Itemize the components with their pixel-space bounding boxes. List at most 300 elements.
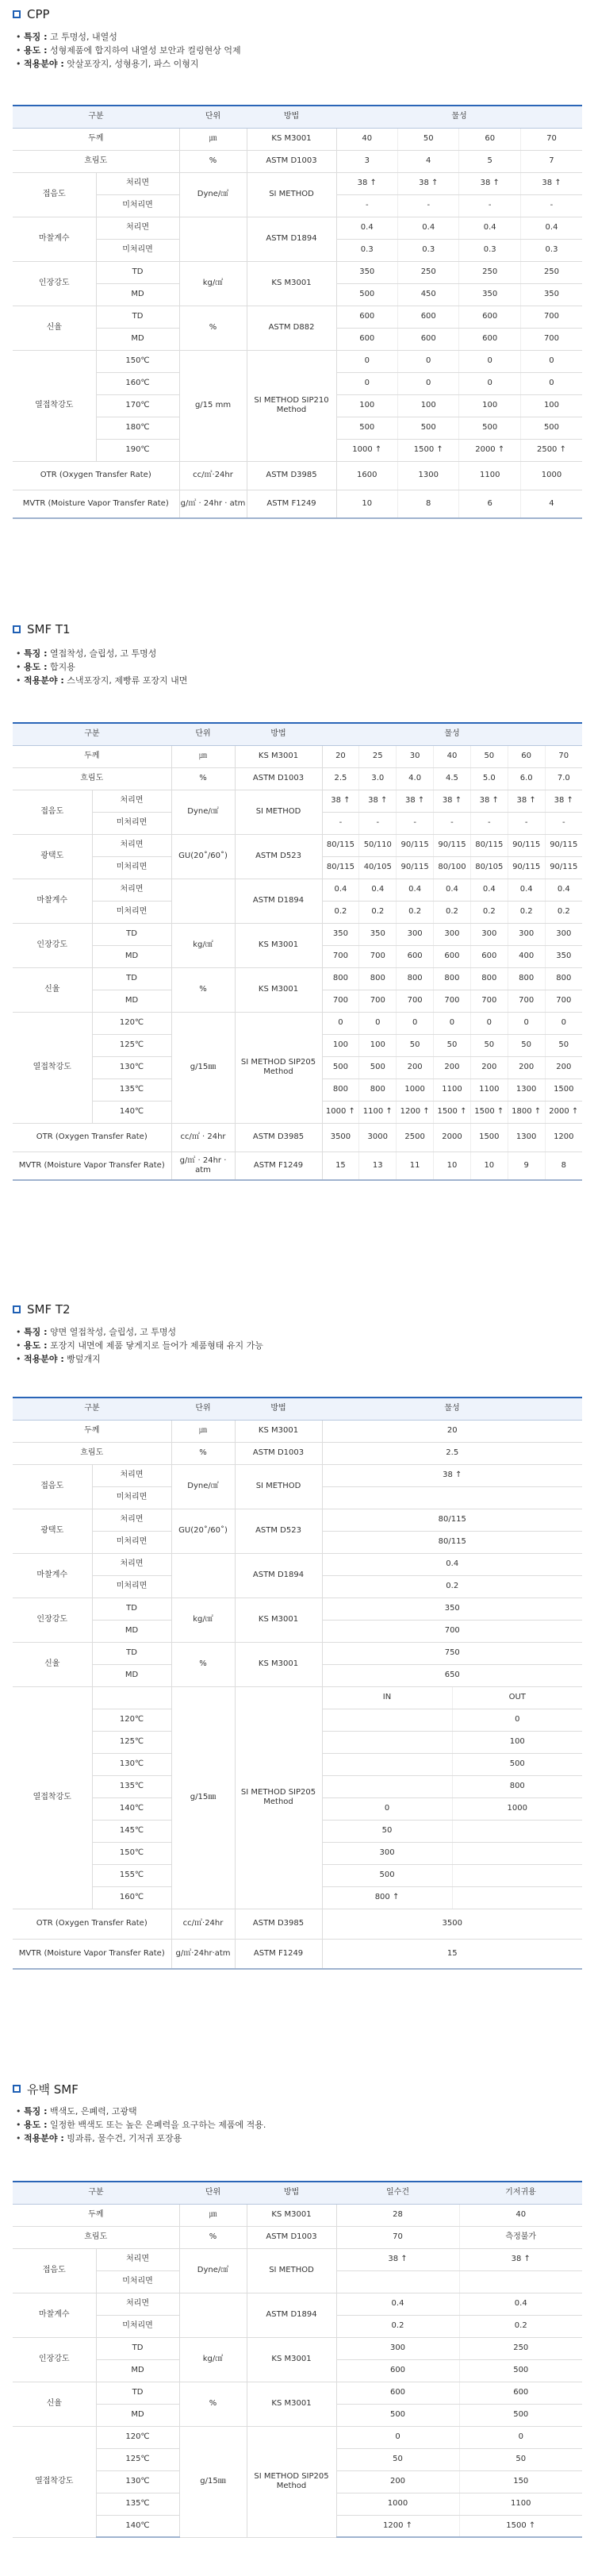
row-sublabel: 120℃ (96, 2426, 179, 2448)
row-sublabel: 135℃ (96, 2493, 179, 2515)
feature-item: • 특징 : 백색도, 은폐력, 고광택 (16, 2106, 137, 2117)
table-row (13, 261, 582, 283)
value-cell: 5.0 (470, 767, 508, 790)
value-cell: 0.4 (398, 217, 459, 239)
header-unit: 단위 (171, 1398, 235, 1420)
value-cell: 200 (397, 1056, 434, 1078)
row-label: 흐림도 (13, 1442, 171, 1464)
row-sublabel: MD (92, 1664, 171, 1686)
value-cell: 500 (452, 1753, 582, 1775)
value-cell: 600 (398, 328, 459, 350)
row-method: ASTM D1003 (235, 767, 322, 790)
row-method: KS M3001 (235, 1420, 322, 1442)
value-cell: 70 (545, 745, 582, 767)
row-method: ASTM D882 (247, 306, 336, 350)
value-cell: 30 (397, 745, 434, 767)
row-sublabel: 처리면 (92, 1553, 171, 1575)
row-method: ASTM D1003 (247, 2226, 336, 2248)
row-unit: g/15㎜ (171, 1012, 235, 1123)
value-cell: - (545, 812, 582, 834)
row-sublabel: TD (96, 2337, 179, 2359)
row-sublabel: MD (92, 1620, 171, 1642)
value-cell: 1000 ↑ (322, 1101, 359, 1123)
value-cell: 3500 (322, 1909, 582, 1939)
row-sublabel: 120℃ (92, 1012, 171, 1034)
value-cell: 600 (470, 945, 508, 967)
table-row (13, 1123, 582, 1152)
value-cell: 4.5 (434, 767, 471, 790)
value-cell: 0 (322, 1797, 452, 1820)
row-sublabel: 처리면 (96, 2248, 179, 2270)
value-cell: 500 (520, 417, 582, 439)
row-sublabel: 미처리면 (96, 194, 179, 217)
section-title: 유백 SMF (13, 2081, 594, 2097)
row-unit: ㎛ (171, 745, 235, 767)
value-cell: 700 (359, 945, 397, 967)
value-cell: 800 (545, 967, 582, 990)
row-unit: cc/㎡·24hr (179, 461, 247, 490)
row-label: 두께 (13, 745, 171, 767)
value-cell: 50 (398, 128, 459, 150)
value-cell: 20 (322, 745, 359, 767)
table-row (13, 172, 582, 194)
value-cell: 1000 (336, 2493, 459, 2515)
value-cell: - (397, 812, 434, 834)
row-sublabel: 처리면 (92, 1509, 171, 1531)
value-cell: 7 (520, 150, 582, 172)
value-cell: 500 (336, 283, 397, 306)
value-cell: - (470, 812, 508, 834)
row-sublabel: MD (96, 283, 179, 306)
value-cell: 1500 ↑ (434, 1101, 471, 1123)
value-cell: 60 (508, 745, 545, 767)
value-cell: 50/110 (359, 834, 397, 856)
value-cell: 50 (322, 1820, 452, 1842)
value-cell: 500 (336, 417, 397, 439)
table-row (13, 461, 582, 490)
value-cell: 0.3 (336, 239, 397, 261)
row-sublabel: 미처리면 (92, 901, 171, 923)
value-cell: 0 (459, 372, 520, 394)
row-sublabel: 처리면 (92, 834, 171, 856)
value-cell: 300 (470, 923, 508, 945)
row-sublabel: 처리면 (92, 1464, 171, 1486)
table-row (13, 1420, 582, 1442)
value-cell: 2000 (434, 1123, 471, 1152)
value-cell (322, 1709, 452, 1731)
section-milky-smf (0, 2081, 594, 2145)
value-cell: 700 (508, 990, 545, 1012)
value-cell: 600 (336, 306, 397, 328)
row-unit: Dyne/㎠ (171, 790, 235, 834)
table-row (13, 2382, 582, 2404)
value-cell: 90/115 (397, 834, 434, 856)
row-sublabel: TD (92, 923, 171, 945)
row-method: ASTM D523 (235, 834, 322, 879)
table-row (13, 2204, 582, 2226)
value-cell: 0.2 (459, 2315, 582, 2337)
header-category: 구분 (13, 723, 171, 745)
table-row (13, 1012, 582, 1034)
value-cell: 0.4 (545, 879, 582, 901)
value-cell: 1500 (545, 1078, 582, 1101)
value-cell: - (336, 194, 397, 217)
row-method: SI METHOD (235, 1464, 322, 1509)
value-cell: 300 (322, 1842, 452, 1864)
row-label: 두께 (13, 128, 179, 150)
feature-item: • 용도 : 성형제품에 합지하여 내열성 보안과 컬링현상 억제 (16, 45, 241, 56)
value-cell: 200 (470, 1056, 508, 1078)
value-cell: 600 (459, 328, 520, 350)
row-method: ASTM D3985 (235, 1909, 322, 1939)
value-cell: 0 (470, 1012, 508, 1034)
row-unit (171, 879, 235, 923)
feature-item: • 적용분야 : 스낵포장지, 제빵류 포장지 내면 (16, 675, 188, 686)
table-row (13, 745, 582, 767)
row-label: 마찰계수 (13, 217, 96, 261)
value-cell: 700 (520, 328, 582, 350)
table-row (13, 1152, 582, 1180)
feature-item: • 적용분야 : 빵덮개지 (16, 1354, 101, 1364)
row-label: 인장강도 (13, 261, 96, 306)
value-cell: - (520, 194, 582, 217)
value-cell: 0 (459, 2426, 582, 2448)
value-cell: 800 (434, 967, 471, 990)
table-row (13, 2226, 582, 2248)
square-bullet-icon (13, 1305, 21, 1313)
row-label: 마찰계수 (13, 879, 92, 923)
value-cell: 1600 (336, 461, 397, 490)
value-cell: 100 (336, 394, 397, 417)
value-cell: 80/115 (322, 834, 359, 856)
value-cell: 500 (459, 2359, 582, 2382)
row-sublabel: 145℃ (92, 1820, 171, 1842)
value-cell: 800 (322, 1078, 359, 1101)
row-sublabel: MD (96, 2359, 179, 2382)
row-method: ASTM D1003 (235, 1442, 322, 1464)
value-cell: - (508, 812, 545, 834)
value-cell: 0 (520, 372, 582, 394)
row-sublabel: MD (92, 945, 171, 967)
row-method: KS M3001 (235, 1642, 322, 1686)
value-cell: 700 (545, 990, 582, 1012)
value-cell: 80/115 (322, 1531, 582, 1553)
row-sublabel: 처리면 (96, 217, 179, 239)
row-sublabel: 처리면 (96, 2293, 179, 2315)
table-row (13, 834, 582, 856)
value-cell (452, 1886, 582, 1909)
header-method: 방법 (247, 2182, 336, 2204)
value-cell: 500 (459, 417, 520, 439)
row-unit: ㎛ (179, 128, 247, 150)
row-label: 열접착강도 (13, 2426, 96, 2537)
value-cell: 6.0 (508, 767, 545, 790)
row-label: 흐림도 (13, 2226, 179, 2248)
value-cell: 600 (459, 306, 520, 328)
value-cell: 80/105 (470, 856, 508, 879)
value-cell: 800 (508, 967, 545, 990)
value-cell: 80/115 (470, 834, 508, 856)
row-unit: % (171, 967, 235, 1012)
row-unit: g/㎡ · 24hr · atm (171, 1152, 235, 1180)
value-cell: 50 (508, 1034, 545, 1056)
value-cell: 38 ↑ (459, 2248, 582, 2270)
value-cell: 0.2 (545, 901, 582, 923)
value-cell: 1500 (470, 1123, 508, 1152)
table-row (13, 2248, 582, 2270)
value-cell: 0.2 (508, 901, 545, 923)
value-cell: 0 (397, 1012, 434, 1034)
value-cell (322, 1486, 582, 1509)
value-cell: 90/115 (397, 856, 434, 879)
header-unit: 단위 (179, 106, 247, 128)
value-cell: 38 ↑ (470, 790, 508, 812)
section-title: CPP (13, 6, 594, 22)
row-label: 신율 (13, 306, 96, 350)
row-sublabel: 미처리면 (92, 1486, 171, 1509)
row-label: 흐림도 (13, 767, 171, 790)
row-label: 열접착강도 (13, 1012, 92, 1123)
row-unit: kg/㎠ (171, 1598, 235, 1642)
row-unit: g/15㎜ (171, 1686, 235, 1909)
row-label: 마찰계수 (13, 2293, 96, 2337)
row-sublabel: 140℃ (92, 1797, 171, 1820)
value-cell: 10 (336, 490, 397, 518)
value-cell: 0.2 (322, 901, 359, 923)
row-unit: % (171, 767, 235, 790)
value-cell: 15 (322, 1939, 582, 1969)
value-cell: 500 (322, 1056, 359, 1078)
header-category: 구분 (13, 1398, 171, 1420)
section-title: SMF T1 (13, 621, 594, 637)
row-unit: Dyne/㎠ (171, 1464, 235, 1509)
row-label: 열접착강도 (13, 350, 96, 461)
row-label: 흐림도 (13, 150, 179, 172)
row-sublabel: MD (96, 2404, 179, 2426)
row-label: 접음도 (13, 1464, 92, 1509)
row-label: 접음도 (13, 172, 96, 217)
value-cell: 500 (459, 2404, 582, 2426)
table-row (13, 306, 582, 328)
value-cell (322, 1775, 452, 1797)
value-cell: 1500 ↑ (398, 439, 459, 461)
value-cell: 38 ↑ (520, 172, 582, 194)
row-unit: kg/㎠ (171, 923, 235, 967)
row-label: 두께 (13, 1420, 171, 1442)
row-unit (171, 1553, 235, 1598)
value-cell: 38 ↑ (322, 790, 359, 812)
value-cell: 600 (336, 2359, 459, 2382)
row-method: ASTM D1894 (247, 2293, 336, 2337)
value-cell: 50 (470, 1034, 508, 1056)
table-row (13, 2293, 582, 2315)
value-cell: 0 (520, 350, 582, 372)
value-cell: 300 (508, 923, 545, 945)
value-cell: 600 (434, 945, 471, 967)
row-unit: ㎛ (179, 2204, 247, 2226)
value-cell: 200 (434, 1056, 471, 1078)
row-sublabel: 130℃ (96, 2470, 179, 2493)
header-wet-tissue: 일수건 (336, 2182, 459, 2204)
value-cell: 0 (336, 2426, 459, 2448)
row-sublabel: 미처리면 (92, 1531, 171, 1553)
value-cell: 0.4 (336, 2293, 459, 2315)
table-row (13, 879, 582, 901)
value-cell: 100 (322, 1034, 359, 1056)
value-cell: 38 ↑ (459, 172, 520, 194)
value-cell: 0 (398, 350, 459, 372)
value-cell: 700 (520, 306, 582, 328)
value-cell: 13 (359, 1152, 397, 1180)
row-method: ASTM D1894 (235, 1553, 322, 1598)
value-cell: 750 (322, 1642, 582, 1664)
table-row (13, 967, 582, 990)
row-sublabel: 처리면 (96, 172, 179, 194)
value-cell: 20 (322, 1420, 582, 1442)
row-sublabel: 125℃ (96, 2448, 179, 2470)
value-cell: 5 (459, 150, 520, 172)
row-unit: % (179, 306, 247, 350)
value-cell: 300 (545, 923, 582, 945)
value-cell: 2.5 (322, 1442, 582, 1464)
section-cpp (0, 6, 594, 71)
value-cell: 800 (470, 967, 508, 990)
value-cell: 11 (397, 1152, 434, 1180)
table-row (13, 150, 582, 172)
header-property: 물성 (322, 723, 582, 745)
row-label: MVTR (Moisture Vapor Transfer Rate) (13, 1152, 171, 1180)
row-method: KS M3001 (235, 967, 322, 1012)
row-sublabel: 미처리면 (96, 2315, 179, 2337)
feature-item: • 특징 : 양면 열접착성, 슬립성, 고 투명성 (16, 1327, 177, 1337)
value-cell: 38 ↑ (322, 1464, 582, 1486)
feature-item: • 용도 : 합지용 (16, 662, 75, 672)
row-sublabel: 155℃ (92, 1864, 171, 1886)
row-unit: g/15㎜ (179, 2426, 247, 2537)
value-cell: 80/100 (434, 856, 471, 879)
value-cell: 0 (545, 1012, 582, 1034)
value-cell: 1300 (508, 1123, 545, 1152)
value-cell: 400 (508, 945, 545, 967)
value-cell: 40 (336, 128, 397, 150)
value-cell: 1100 (459, 461, 520, 490)
value-cell: 80/115 (322, 1509, 582, 1531)
value-cell: - (359, 812, 397, 834)
value-cell: 100 (452, 1731, 582, 1753)
header-diaper: 기저귀용 (459, 2182, 582, 2204)
row-unit: % (179, 2382, 247, 2426)
table-row (13, 128, 582, 150)
value-cell: 3.0 (359, 767, 397, 790)
value-cell: 1100 (459, 2493, 582, 2515)
table-row (13, 2426, 582, 2448)
value-cell: 300 (336, 2337, 459, 2359)
feature-item: • 특징 : 고 투명성, 내열성 (16, 32, 117, 42)
value-cell: 700 (434, 990, 471, 1012)
row-unit: cc/㎡ · 24hr (171, 1123, 235, 1152)
table-row (13, 1598, 582, 1620)
value-cell: 0.4 (434, 879, 471, 901)
value-cell: 28 (336, 2204, 459, 2226)
value-cell: 90/115 (545, 834, 582, 856)
row-sublabel: 150℃ (92, 1842, 171, 1864)
value-cell: 4.0 (397, 767, 434, 790)
row-label: 마찰계수 (13, 1553, 92, 1598)
row-unit: % (171, 1442, 235, 1464)
value-cell (452, 1820, 582, 1842)
row-unit: GU(20˚/60˚) (171, 1509, 235, 1553)
value-cell: 0.2 (359, 901, 397, 923)
feature-item: • 적용분야 : 빙과류, 물수건, 기저귀 포장용 (16, 2133, 182, 2143)
row-method: SI METHOD SIP210 Method (247, 350, 336, 461)
value-cell: 0 (452, 1709, 582, 1731)
row-label: 광택도 (13, 834, 92, 879)
row-label: OTR (Oxygen Transfer Rate) (13, 461, 179, 490)
row-label: OTR (Oxygen Transfer Rate) (13, 1123, 171, 1152)
value-cell: 90/115 (545, 856, 582, 879)
value-cell: 650 (322, 1664, 582, 1686)
header-category: 구분 (13, 106, 179, 128)
value-cell: 350 (359, 923, 397, 945)
value-cell: 700 (470, 990, 508, 1012)
value-cell: 200 (508, 1056, 545, 1078)
value-cell: 0 (336, 372, 397, 394)
value-cell: 0 (359, 1012, 397, 1034)
value-cell: 700 (397, 990, 434, 1012)
value-cell: 0 (322, 1012, 359, 1034)
row-method: KS M3001 (235, 923, 322, 967)
row-sublabel: 처리면 (92, 790, 171, 812)
row-sublabel: 125℃ (92, 1731, 171, 1753)
row-sublabel: 135℃ (92, 1078, 171, 1101)
row-method: SI METHOD SIP205 Method (247, 2426, 336, 2537)
value-cell: 70 (336, 2226, 459, 2248)
value-cell: 0 (459, 350, 520, 372)
value-cell: 90/115 (508, 834, 545, 856)
value-cell: 0.2 (434, 901, 471, 923)
row-sublabel: 190℃ (96, 439, 179, 461)
value-cell: 350 (322, 923, 359, 945)
row-method: SI METHOD (247, 172, 336, 217)
table-row (13, 1464, 582, 1486)
row-label: MVTR (Moisture Vapor Transfer Rate) (13, 490, 179, 518)
row-unit: Dyne/㎠ (179, 172, 247, 217)
value-cell (322, 1753, 452, 1775)
value-cell: 4 (520, 490, 582, 518)
value-cell: 0.2 (397, 901, 434, 923)
value-cell: 700 (359, 990, 397, 1012)
header-property: 물성 (336, 106, 582, 128)
row-label: 신율 (13, 967, 92, 1012)
row-unit: % (171, 1642, 235, 1686)
feature-item: • 특징 : 열접착성, 슬립성, 고 투명성 (16, 648, 157, 659)
row-sublabel: TD (96, 306, 179, 328)
value-cell: 38 ↑ (398, 172, 459, 194)
table-row (13, 923, 582, 945)
value-cell: 2000 ↑ (459, 439, 520, 461)
row-sublabel: TD (96, 261, 179, 283)
value-cell: 100 (459, 394, 520, 417)
table-row (13, 1686, 582, 1709)
value-cell: 500 (322, 1864, 452, 1886)
value-cell: 800 (397, 967, 434, 990)
value-cell: 38 ↑ (336, 2248, 459, 2270)
row-label: MVTR (Moisture Vapor Transfer Rate) (13, 1939, 171, 1969)
feature-list (16, 647, 594, 687)
row-sublabel: 140℃ (96, 2515, 179, 2537)
value-cell: 450 (398, 283, 459, 306)
feature-list (16, 30, 594, 71)
